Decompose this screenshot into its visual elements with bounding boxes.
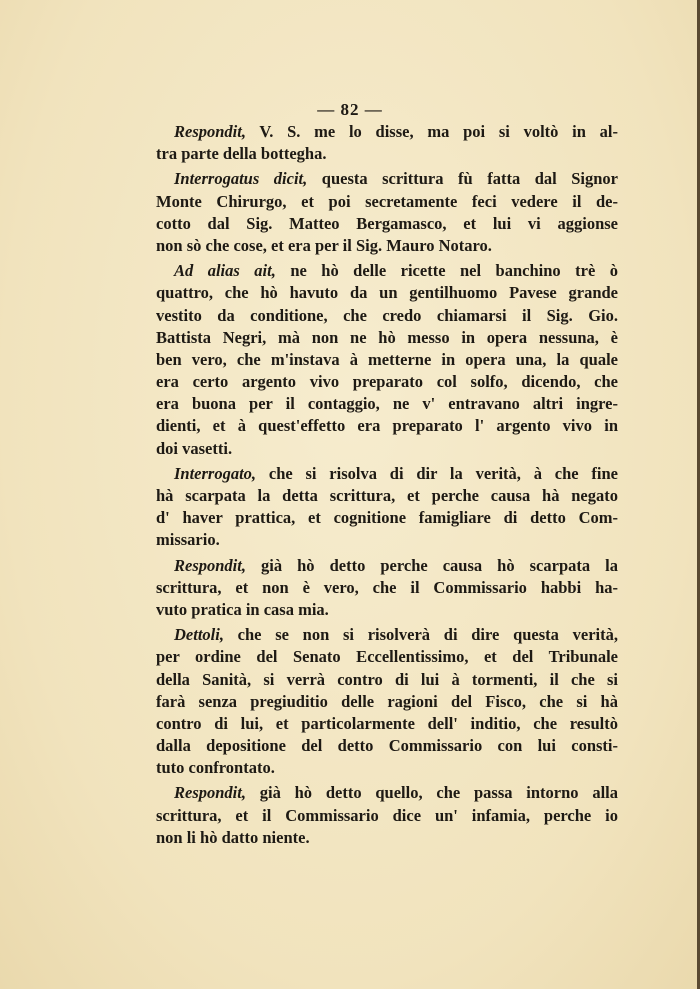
- line-text: questa scrittura fù fatta dal Signor: [307, 169, 618, 189]
- text-line: [156, 282, 618, 304]
- paragraph: [156, 260, 618, 460]
- paragraph: [156, 555, 618, 622]
- line-text: vestito da conditione, che credo chiamarsi il Sig. Gio.: [156, 305, 618, 325]
- paragraph: [156, 121, 618, 165]
- line-text: ben vero, che m'instava à metterne in opera una, la quale: [156, 349, 618, 369]
- text-line: [156, 735, 618, 757]
- line-text: già hò detto quello, che passa intorno alla: [245, 783, 618, 803]
- line-text: non sò che cose, et era per il Sig. Mauro Notaro.: [156, 235, 492, 255]
- line-text: doi vasetti.: [156, 438, 233, 458]
- text-line: [156, 827, 618, 849]
- text-line: [156, 415, 618, 437]
- line-text: V. S. me lo disse, ma poi si voltò in al-: [245, 122, 618, 141]
- text-line: [156, 555, 618, 577]
- speaker-lead: Interrogato,: [174, 463, 257, 483]
- text-line: [156, 757, 618, 779]
- line-text: era buona per il contaggio, ne v' entravano altri ingre-: [156, 394, 618, 414]
- text-line: [156, 349, 618, 371]
- page-number: — 82 —: [317, 100, 383, 119]
- text-line: [156, 305, 618, 327]
- text-line: [156, 235, 618, 257]
- text-line: [156, 529, 618, 551]
- text-line: [156, 691, 618, 713]
- line-text: non li hò datto niente.: [156, 827, 310, 847]
- text-line: [156, 485, 618, 507]
- text-line: [156, 782, 618, 804]
- line-text: era certo argento vivo preparato col solfo, dicendo, che: [156, 372, 618, 392]
- text-line: [156, 191, 618, 213]
- text-line: [156, 599, 618, 621]
- line-text: tra parte della bottegha.: [156, 144, 327, 164]
- speaker-lead: Respondit,: [174, 555, 246, 575]
- line-text: Battista Negri, mà non ne hò messo in opera nessuna, è: [156, 327, 618, 347]
- text-line: [156, 121, 618, 143]
- line-text: dalla depositione del detto Commissario con lui consti-: [156, 736, 618, 756]
- line-text: per ordine del Senato Eccellentissimo, et del Tribunale: [156, 647, 618, 667]
- text-line: [156, 168, 618, 190]
- line-text: che se non si risolverà di dire questa verità,: [223, 625, 618, 645]
- text-line: [156, 327, 618, 349]
- line-text: farà senza pregiuditio delle ragioni del Fisco, che si hà: [156, 691, 618, 711]
- line-text: dienti, et à quest'effetto era preparato l' argento vivo in: [156, 416, 618, 436]
- text-line: [156, 463, 618, 485]
- text-line: [156, 805, 618, 827]
- text-line: [156, 577, 618, 599]
- line-text: della Sanità, si verrà contro di lui à tormenti, il che si: [156, 669, 618, 689]
- line-text: quattro, che hò havuto da un gentilhuomo Pavese grande: [156, 283, 618, 303]
- text-line: [156, 213, 618, 235]
- line-text: d' haver prattica, et cognitione famigliare di detto Com-: [156, 508, 618, 528]
- text-line: [156, 371, 618, 393]
- line-text: tuto confrontato.: [156, 758, 275, 778]
- line-text: Monte Chirurgo, et poi secretamente feci vedere il de-: [156, 191, 618, 211]
- paragraph: [156, 782, 618, 849]
- text-line: [156, 438, 618, 460]
- text-line: [156, 646, 618, 668]
- paragraph: [156, 168, 618, 257]
- line-text: scrittura, et non è vero, che il Commissario habbi ha-: [156, 577, 618, 597]
- speaker-lead: Dettoli,: [174, 625, 224, 645]
- text-line: [156, 507, 618, 529]
- line-text: contro di lui, et particolarmente dell' inditio, che resultò: [156, 713, 618, 733]
- paragraph: [156, 624, 618, 779]
- line-text: che si risolva di dir la verità, à che fine: [256, 463, 618, 483]
- text-line: [156, 669, 618, 691]
- paragraph: [156, 463, 618, 552]
- body-text: [156, 121, 618, 849]
- line-text: missario.: [156, 530, 220, 550]
- speaker-lead: Ad alias ait,: [174, 261, 276, 281]
- line-text: cotto dal Sig. Matteo Bergamasco, et lui vi aggionse: [156, 213, 618, 233]
- speaker-lead: Respondit,: [174, 783, 246, 803]
- text-line: [156, 713, 618, 735]
- text-line: [156, 143, 618, 165]
- text-line: [156, 624, 618, 646]
- text-line: [156, 393, 618, 415]
- line-text: già hò detto perche causa hò scarpata la: [245, 555, 618, 575]
- text-line: [156, 260, 618, 282]
- line-text: scrittura, et il Commissario dice un' infamia, perche io: [156, 805, 618, 825]
- line-text: ne hò delle ricette nel banchino trè ò: [275, 261, 618, 281]
- line-text: vuto pratica in casa mia.: [156, 599, 329, 619]
- speaker-lead: Interrogatus dicit,: [174, 169, 308, 189]
- line-text: hà scarpata la detta scrittura, et perche causa hà negato: [156, 486, 618, 505]
- speaker-lead: Respondit,: [174, 122, 246, 141]
